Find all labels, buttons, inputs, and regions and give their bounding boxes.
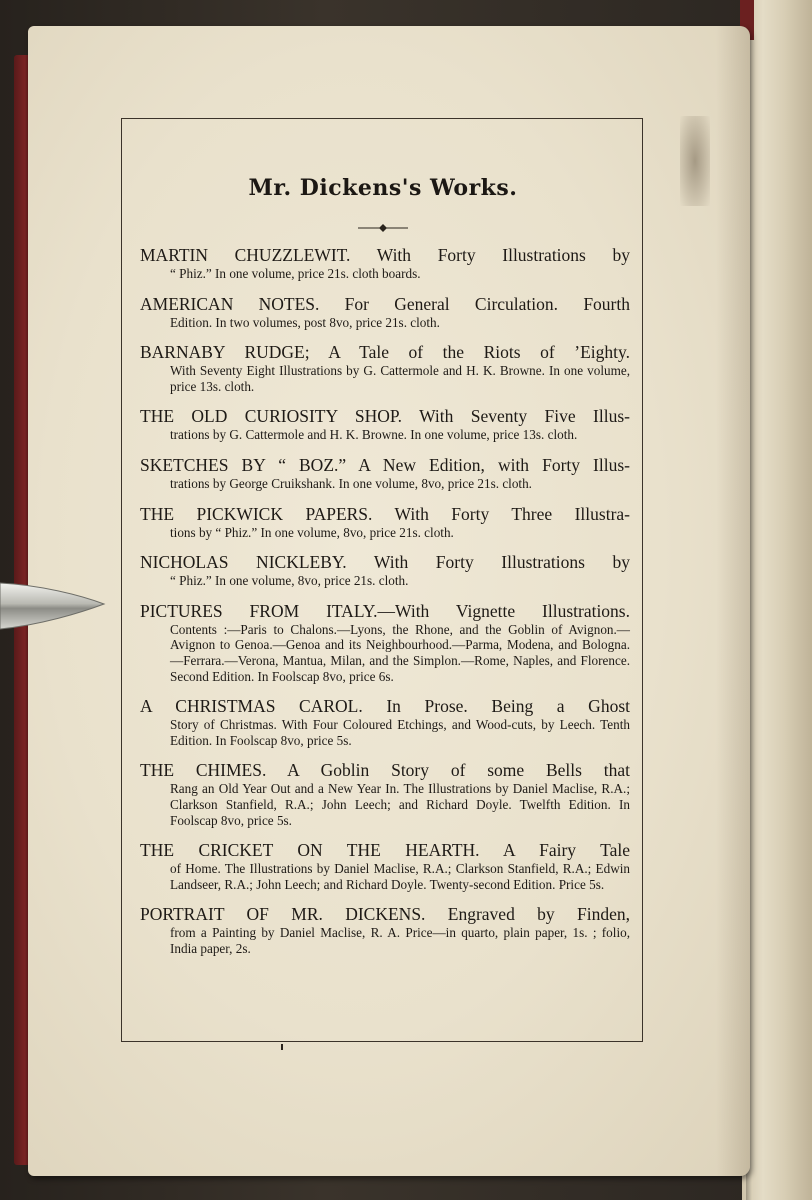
entry-details: from a Painting by Daniel Maclise, R. A. Price—in quarto, plain paper, 1s. ; folio, India paper, 2s.	[170, 925, 630, 956]
list-item	[140, 455, 630, 492]
entry-title: THE PICKWICK PAPERS. With Forty Three Illustra-	[140, 503, 630, 524]
entry-details: trations by G. Cattermole and H. K. Browne. In one volume, price 13s. cloth.	[170, 427, 578, 443]
list-item	[140, 760, 630, 828]
entry-details: “ Phiz.” In one volume, 8vo, price 21s. cloth.	[170, 573, 409, 589]
entry-title: THE OLD CURIOSITY SHOP. With Seventy Five Illus-	[140, 406, 630, 427]
entry-title: MARTIN CHUZZLEWIT. With Forty Illustrations by	[140, 245, 630, 265]
list-item	[140, 504, 630, 541]
entry-details: “ Phiz.” In one volume, price 21s. cloth boards.	[170, 266, 421, 281]
list-item	[140, 406, 630, 443]
entry-details: With Seventy Eight Illustrations by G. Cattermole and H. K. Browne. In one volume, price 13s. cloth.	[170, 363, 630, 394]
book-page	[28, 26, 750, 1176]
entry-title: NICHOLAS NICKLEBY. With Forty Illustrations by	[140, 552, 630, 573]
entry-title: PICTURES FROM ITALY.—With Vignette Illustrations.	[140, 600, 630, 621]
entry-title: PORTRAIT OF MR. DICKENS. Engraved by Finden,	[140, 904, 630, 925]
page-edges	[742, 0, 812, 1200]
list-item	[140, 696, 630, 748]
entry-title: AMERICAN NOTES. For General Circulation. Fourth	[140, 293, 630, 314]
entry-details: trations by George Cruikshank. In one volume, 8vo, price 21s. cloth.	[170, 475, 532, 491]
diamond-rule-icon	[358, 223, 408, 233]
list-item	[140, 840, 630, 892]
entry-details: Edition. In two volumes, post 8vo, price 21s. cloth.	[170, 314, 440, 330]
page-heading: Mr. Dickens's Works.	[248, 175, 518, 201]
works-list	[140, 245, 630, 968]
frame-mark-icon	[279, 1044, 285, 1050]
entry-details: of Home. The Illustrations by Daniel Maclise, R.A.; Clarkson Stanfield, R.A.; Edwin Landseer, R.A.; John Leech; and Richard Doyle. Twenty-second Edition. Price 5s.	[170, 861, 630, 892]
list-item	[140, 245, 630, 282]
entry-title: THE CRICKET ON THE HEARTH. A Fairy Tale	[140, 840, 630, 861]
list-item	[140, 904, 630, 956]
list-item	[140, 601, 630, 684]
list-item	[140, 552, 630, 589]
entry-details: Story of Christmas. With Four Coloured Etchings, and Wood-cuts, by Leech. Tenth Edition. In Foolscap 8vo, price 5s.	[170, 717, 630, 748]
list-item	[140, 342, 630, 394]
entry-details: Contents :—Paris to Chalons.—Lyons, the Rhone, and the Goblin of Avignon.—Avignon to Genoa.—Genoa and its Neighbourhood.—Parma, Modena, and Bologna.—Ferrara.—Verona, Mantua, Milan, and the Simplon.—Rome, Naples, and Florence. Second Edition. In Foolscap 8vo, price 6s.	[170, 621, 630, 684]
entry-title: BARNABY RUDGE; A Tale of the Riots of ’Eighty.	[140, 342, 630, 363]
page-stain	[680, 116, 710, 206]
metal-pointer-icon	[0, 577, 106, 635]
entry-title: THE CHIMES. A Goblin Story of some Bells that	[140, 760, 630, 781]
entry-details: Rang an Old Year Out and a New Year In. The Illustrations by Daniel Maclise, R.A.; Clarkson Stanfield, R.A.; John Leech; and Richard Doyle. Twelfth Edition. In Foolscap 8vo, price 5s.	[170, 781, 630, 828]
list-item	[140, 294, 630, 331]
entry-title: SKETCHES BY “ BOZ.” A New Edition, with Forty Illus-	[140, 454, 630, 475]
entry-details: tions by “ Phiz.” In one volume, 8vo, price 21s. cloth.	[170, 524, 454, 540]
advertisement-frame	[121, 118, 643, 1042]
entry-title: A CHRISTMAS CAROL. In Prose. Being a Ghost	[140, 696, 630, 717]
